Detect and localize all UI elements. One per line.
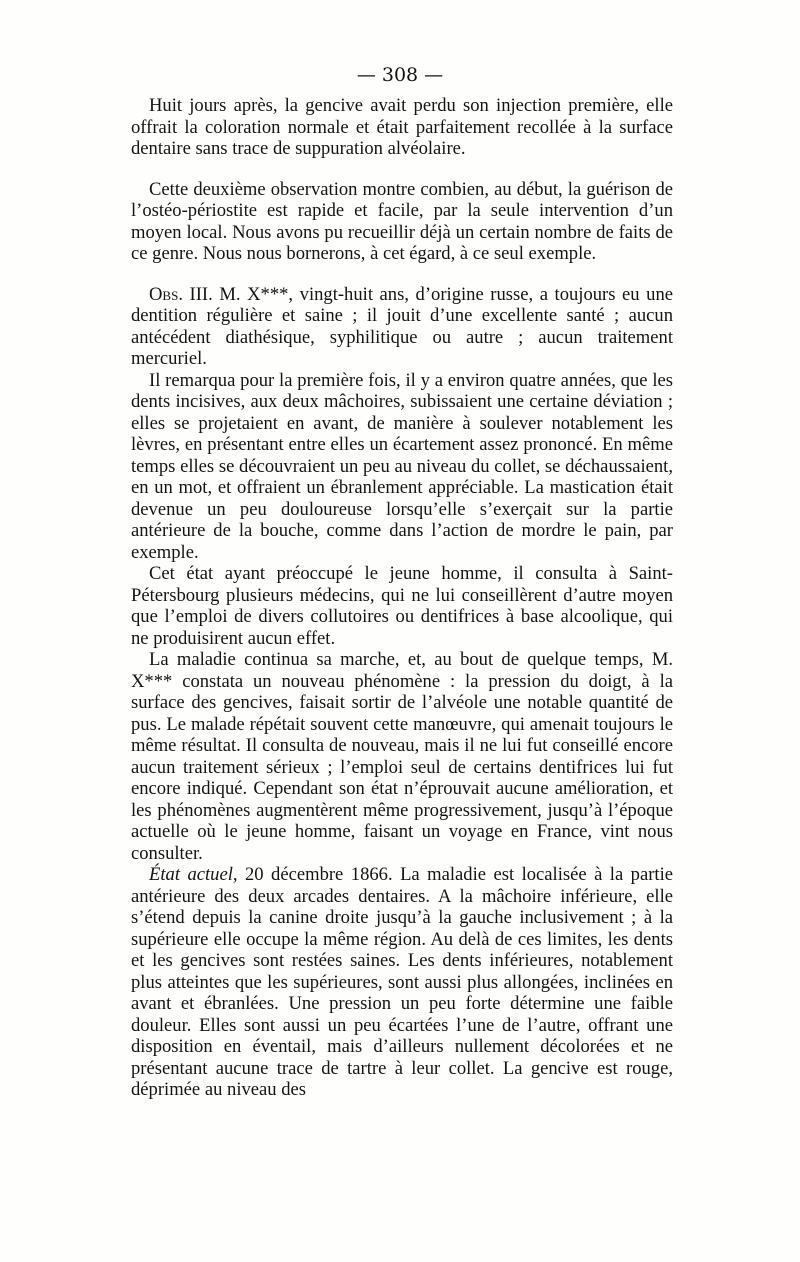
observation-label: Obs. III. [149, 283, 213, 305]
paragraph: Cet état ayant préoccupé le jeune homme, il consulta à Saint-Pétersbourg plusieurs médecins, qui ne lui conseillèrent d’autre moyen que l’emploi de divers collutoires ou dentifrices à base alcoolique, qui ne produisirent aucun effet. [131, 563, 673, 649]
etat-actuel-label: État actuel, [149, 864, 238, 885]
paragraph-etat-actuel [131, 864, 673, 1101]
paragraph: Il remarqua pour la première fois, il y a environ quatre années, que les dents incisives, aux deux mâchoires, subissaient une certaine déviation ; elles se projetaient en avant, de manière à soulever notablement les lèvres, en présentant entre elles un écartement assez prononcé. En même temps elles se découvraient un peu au niveau du collet, se déchaussaient, en un mot, et offraient un ébranlement appréciable. La mastication était devenue un peu douloureuse lorsqu’elle s’exerçait sur la partie antérieure de la bouche, comme dans l’action de mordre le pain, par exemple. [131, 369, 673, 563]
paragraph: Cette deuxième observation montre combien, au début, la guérison de l’ostéo-périostite est rapide et facile, par la seule intervention d’un moyen local. Nous avons pu recueillir déjà un certain nombre de faits de ce genre. Nous nous bornerons, à cet égard, à ce seul exemple. [131, 178, 673, 264]
paragraph: La maladie continua sa marche, et, au bout de quelque temps, M. X*** constata un nouveau phénomène : la pression du doigt, à la surface des gencives, faisait sortir de l’alvéole une notable quantité de pus. Le malade répétait souvent cette manœuvre, qui amenait toujours le même résultat. Il consulta de nouveau, mais il ne lui fut conseillé encore aucun traitement sérieux ; l’emploi seul de certains dentifrices lui fut encore indiqué. Cependant son état n’éprouvait aucune amélioration, et les phénomènes augmentèrent même progressivement, jusqu’à l’époque actuelle où le jeune homme, faisant un voyage en France, vint nous consulter. [131, 649, 673, 864]
page-body [131, 95, 673, 1101]
paragraph-text: 20 décembre 1866. La maladie est localisée à la partie antérieure des deux arcades dentaires. A la mâchoire inférieure, elle s’étend depuis la canine droite jusqu’à la gauche inclusivement ; à la supérieure elle occupe la même région. Au delà de ces limites, les dents et les gencives sont restées saines. Les dents inférieures, notablement plus atteintes que les supérieures, sont aussi plus allongées, inclinées en avant et ébranlées. Une pression un peu forte détermine une faible douleur. Elles sont aussi un peu écartées l’une de l’autre, offrant une disposition en éventail, mais d’ailleurs nullement décolorées et ne présentant aucune trace de tartre à leur collet. La gencive est rouge, déprimée au niveau des [131, 864, 673, 1100]
paragraph-text: M. X***, vingt-huit ans, d’origine russe, a toujours eu une dentition régulière et saine ; il jouit d’une excellente santé ; aucun antécédent diathésique, syphilitique ou autre ; aucun traitement mercuriel. [131, 283, 674, 369]
paragraph-observation [131, 284, 673, 370]
paragraph: Huit jours après, la gencive avait perdu son injection première, elle offrait la coloration normale et était parfaitement recollée à la surface dentaire sans trace de suppuration alvéolaire. [131, 95, 673, 159]
page-number: — 308 — [356, 64, 444, 86]
